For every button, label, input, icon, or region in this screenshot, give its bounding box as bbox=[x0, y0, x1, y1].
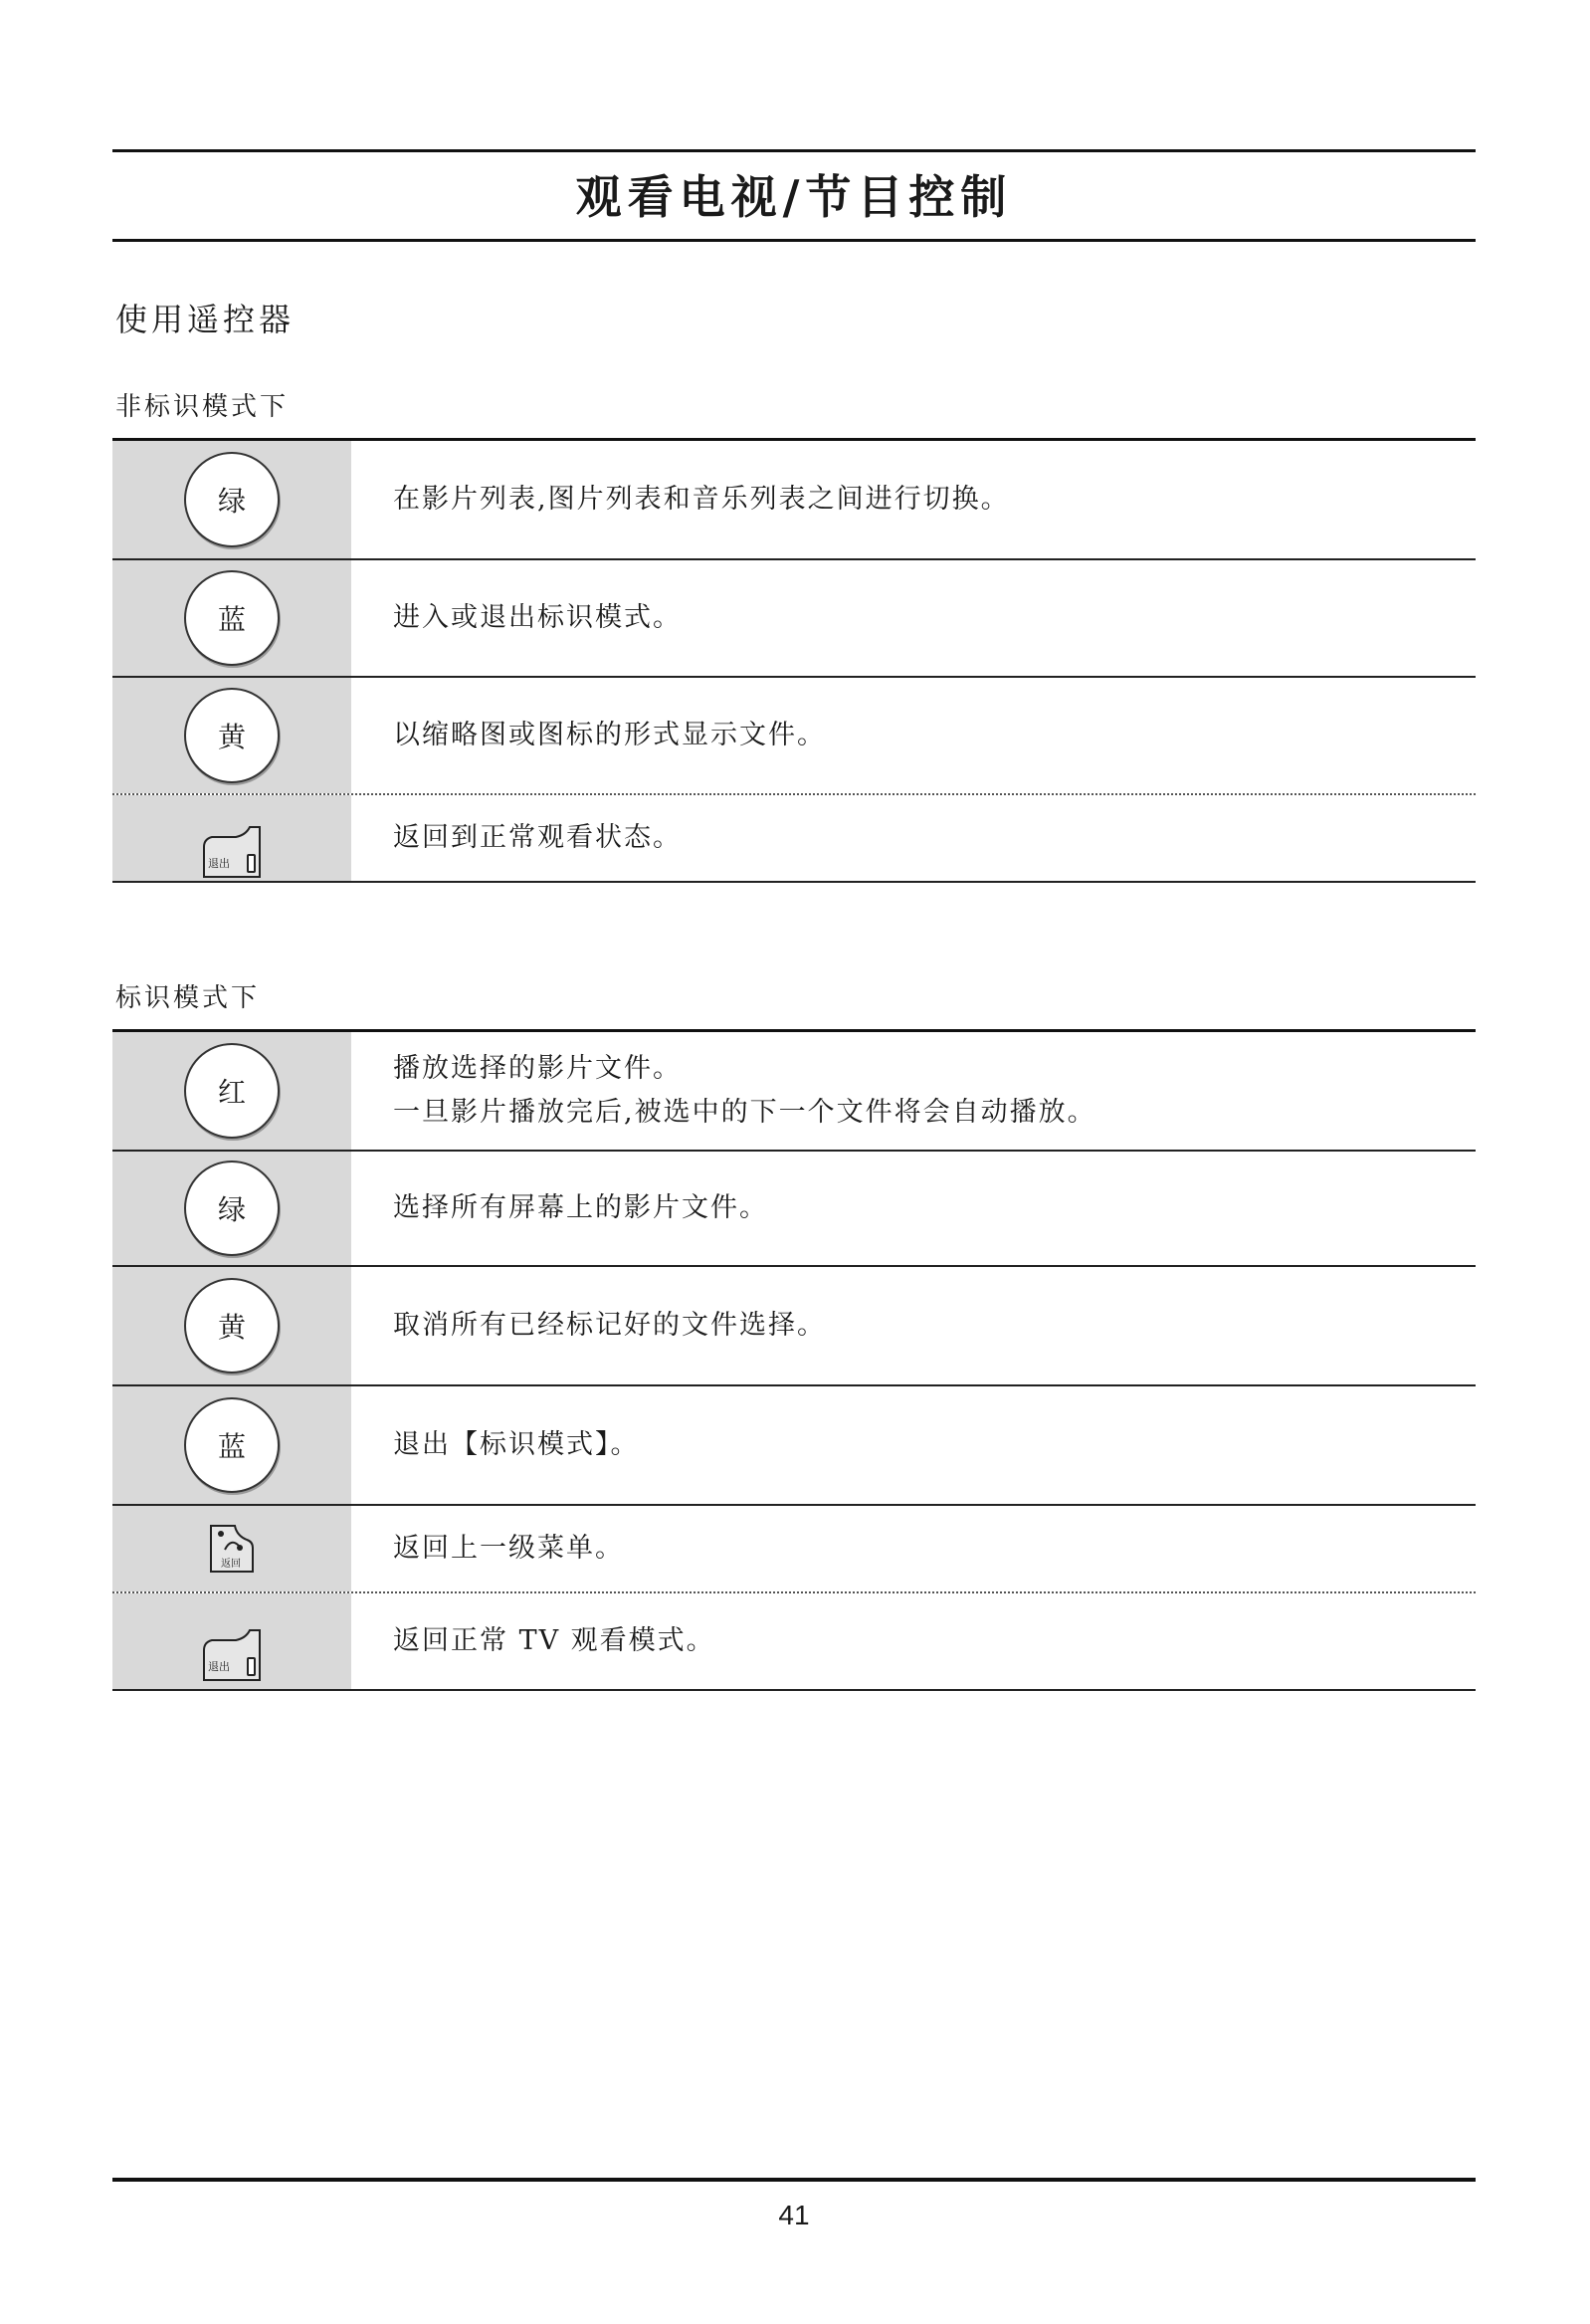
description-cell bbox=[351, 1267, 1476, 1384]
description-cell bbox=[351, 795, 1476, 881]
row-description: 退出【标识模式】。 bbox=[393, 1429, 640, 1460]
red-key-icon: 红 bbox=[184, 1043, 280, 1139]
yellow-key-icon: 黄 bbox=[184, 1278, 280, 1373]
exit-key-label: 退出 bbox=[208, 1660, 230, 1673]
key-cell bbox=[112, 1152, 351, 1265]
table-row bbox=[112, 1032, 1476, 1152]
key-cell bbox=[112, 1386, 351, 1504]
description-cell bbox=[351, 678, 1476, 793]
row-description: 返回正常 TV 观看模式。 bbox=[393, 1625, 715, 1656]
key-cell bbox=[112, 795, 351, 881]
key-cell bbox=[112, 441, 351, 558]
row-description: 在影片列表,图片列表和音乐列表之间进行切换。 bbox=[393, 484, 1010, 515]
key-cell bbox=[112, 1032, 351, 1150]
mark-mode-table bbox=[112, 1029, 1476, 1691]
key-cell bbox=[112, 1593, 351, 1689]
row-description: 取消所有已经标记好的文件选择。 bbox=[393, 1310, 826, 1341]
table-row bbox=[112, 560, 1476, 678]
table-row bbox=[112, 795, 1476, 883]
table-row bbox=[112, 678, 1476, 795]
table-row bbox=[112, 441, 1476, 560]
table-row bbox=[112, 1386, 1476, 1506]
table-row bbox=[112, 1506, 1476, 1593]
row-description: 返回到正常观看状态。 bbox=[393, 822, 682, 853]
description-cell bbox=[351, 441, 1476, 558]
title-top-rule bbox=[112, 149, 1476, 152]
section-heading: 使用遥控器 bbox=[115, 301, 296, 338]
description-cell bbox=[351, 560, 1476, 676]
blue-key-icon: 蓝 bbox=[184, 570, 280, 666]
key-cell bbox=[112, 1267, 351, 1384]
description-cell bbox=[351, 1152, 1476, 1265]
key-cell bbox=[112, 1506, 351, 1591]
title-bottom-rule bbox=[112, 239, 1476, 242]
row-description: 进入或退出标识模式。 bbox=[393, 602, 682, 633]
non-mark-mode-table bbox=[112, 438, 1476, 883]
row-description: 选择所有屏幕上的影片文件。 bbox=[393, 1192, 768, 1223]
description-cell bbox=[351, 1386, 1476, 1504]
green-key-icon: 绿 bbox=[184, 452, 280, 547]
description-cell bbox=[351, 1032, 1476, 1150]
key-cell bbox=[112, 678, 351, 793]
return-key-icon bbox=[209, 1524, 255, 1574]
yellow-key-icon: 黄 bbox=[184, 688, 280, 783]
row-description: 播放选择的影片文件。 bbox=[393, 1053, 682, 1084]
table-row bbox=[112, 1267, 1476, 1386]
footer-rule bbox=[112, 2178, 1476, 2182]
row-description: 以缩略图或图标的形式显示文件。 bbox=[393, 720, 826, 750]
page-title: 观看电视/节目控制 bbox=[575, 170, 1013, 224]
mark-mode-heading: 标识模式下 bbox=[115, 983, 261, 1013]
table-row bbox=[112, 1152, 1476, 1267]
table-row bbox=[112, 1593, 1476, 1691]
row-description: 返回上一级菜单。 bbox=[393, 1533, 624, 1564]
description-cell bbox=[351, 1506, 1476, 1591]
return-key-label: 返回 bbox=[221, 1559, 241, 1570]
page-number: 41 bbox=[778, 2200, 810, 2230]
exit-key-label: 退出 bbox=[208, 857, 230, 870]
exit-key-icon bbox=[202, 1628, 262, 1682]
green-key-icon: 绿 bbox=[184, 1161, 280, 1256]
blue-key-icon: 蓝 bbox=[184, 1397, 280, 1493]
row-description-2: 一旦影片播放完后,被选中的下一个文件将会自动播放。 bbox=[393, 1097, 1096, 1128]
non-mark-mode-heading: 非标识模式下 bbox=[115, 392, 290, 422]
key-cell bbox=[112, 560, 351, 676]
description-cell bbox=[351, 1593, 1476, 1689]
exit-key-icon bbox=[202, 825, 262, 879]
